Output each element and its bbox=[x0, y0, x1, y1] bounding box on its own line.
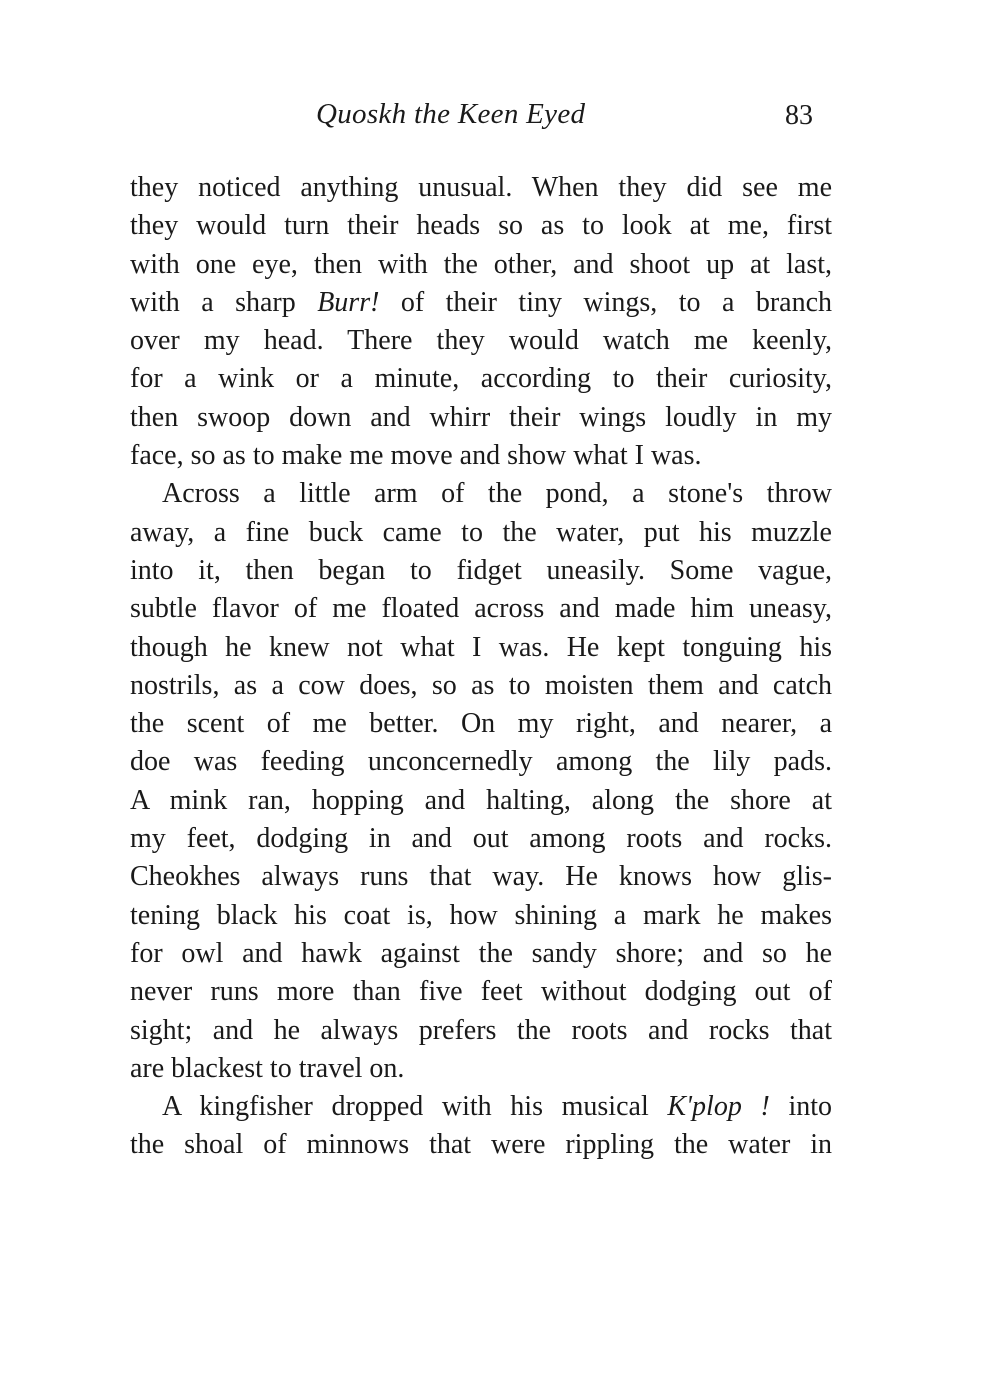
text-line: though he knew not what I was. He kept tonguing his bbox=[130, 631, 832, 663]
text-line: my feet, dodging in and out among roots and rocks. bbox=[130, 823, 832, 855]
text-line: A mink ran, hopping and halting, along the shore at bbox=[130, 784, 832, 816]
text-line: tening black his coat is, how shining a mark he makes bbox=[130, 899, 832, 931]
text-line: they noticed anything unusual. When they did see me bbox=[130, 172, 832, 203]
paragraph-start-line bbox=[130, 1088, 832, 1126]
text-line: are blackest to travel on. bbox=[130, 1052, 405, 1084]
text-line: for owl and hawk against the sandy shore; and so he bbox=[130, 937, 832, 969]
text-line: face, so as to make me move and show what I was. bbox=[130, 440, 702, 472]
text-line: subtle flavor of me floated across and made him uneasy, bbox=[130, 593, 832, 625]
text-segment: into bbox=[788, 1091, 832, 1123]
text-line bbox=[130, 284, 832, 322]
text-line: over my head. There they would watch me keenly, bbox=[130, 325, 832, 357]
running-title: Quoskh the Keen Eyed bbox=[316, 98, 586, 130]
paragraph-start-line: Across a little arm of the pond, a stone's throw bbox=[162, 478, 832, 510]
page-number: 83 bbox=[785, 100, 813, 131]
text-line: the scent of me better. On my right, and nearer, a bbox=[130, 708, 832, 740]
text-line: never runs more than five feet without dodging out of bbox=[130, 976, 832, 1008]
text-line: with one eye, then with the other, and shoot up at last, bbox=[130, 248, 832, 280]
text-line: sight; and he always prefers the roots and rocks that bbox=[130, 1014, 832, 1046]
italic-exclamation: Burr! bbox=[317, 286, 380, 318]
text-line: doe was feeding unconcernedly among the lily pads. bbox=[130, 746, 832, 778]
text-segment: of their tiny wings, to a branch bbox=[400, 286, 832, 318]
text-line: for a wink or a minute, according to their curiosity, bbox=[130, 363, 832, 395]
text-line: Cheokhes always runs that way. He knows how glis- bbox=[130, 861, 832, 893]
page-header bbox=[0, 98, 1000, 138]
text-line: they would turn their heads so as to look at me, first bbox=[130, 210, 832, 242]
italic-sound: K'plop ! bbox=[667, 1091, 770, 1123]
text-line: the shoal of minnows that were rippling the water in bbox=[130, 1129, 832, 1161]
body-text bbox=[130, 169, 832, 1165]
text-line: into it, then began to fidget uneasily. Some vague, bbox=[130, 554, 832, 586]
text-line: then swoop down and whirr their wings loudly in my bbox=[130, 401, 832, 433]
text-segment: A kingfisher dropped with his musical bbox=[162, 1091, 649, 1123]
text-segment: with a sharp bbox=[130, 286, 296, 318]
text-line: nostrils, as a cow does, so as to moisten them and catch bbox=[130, 669, 832, 701]
text-line: away, a fine buck came to the water, put his muzzle bbox=[130, 516, 832, 548]
